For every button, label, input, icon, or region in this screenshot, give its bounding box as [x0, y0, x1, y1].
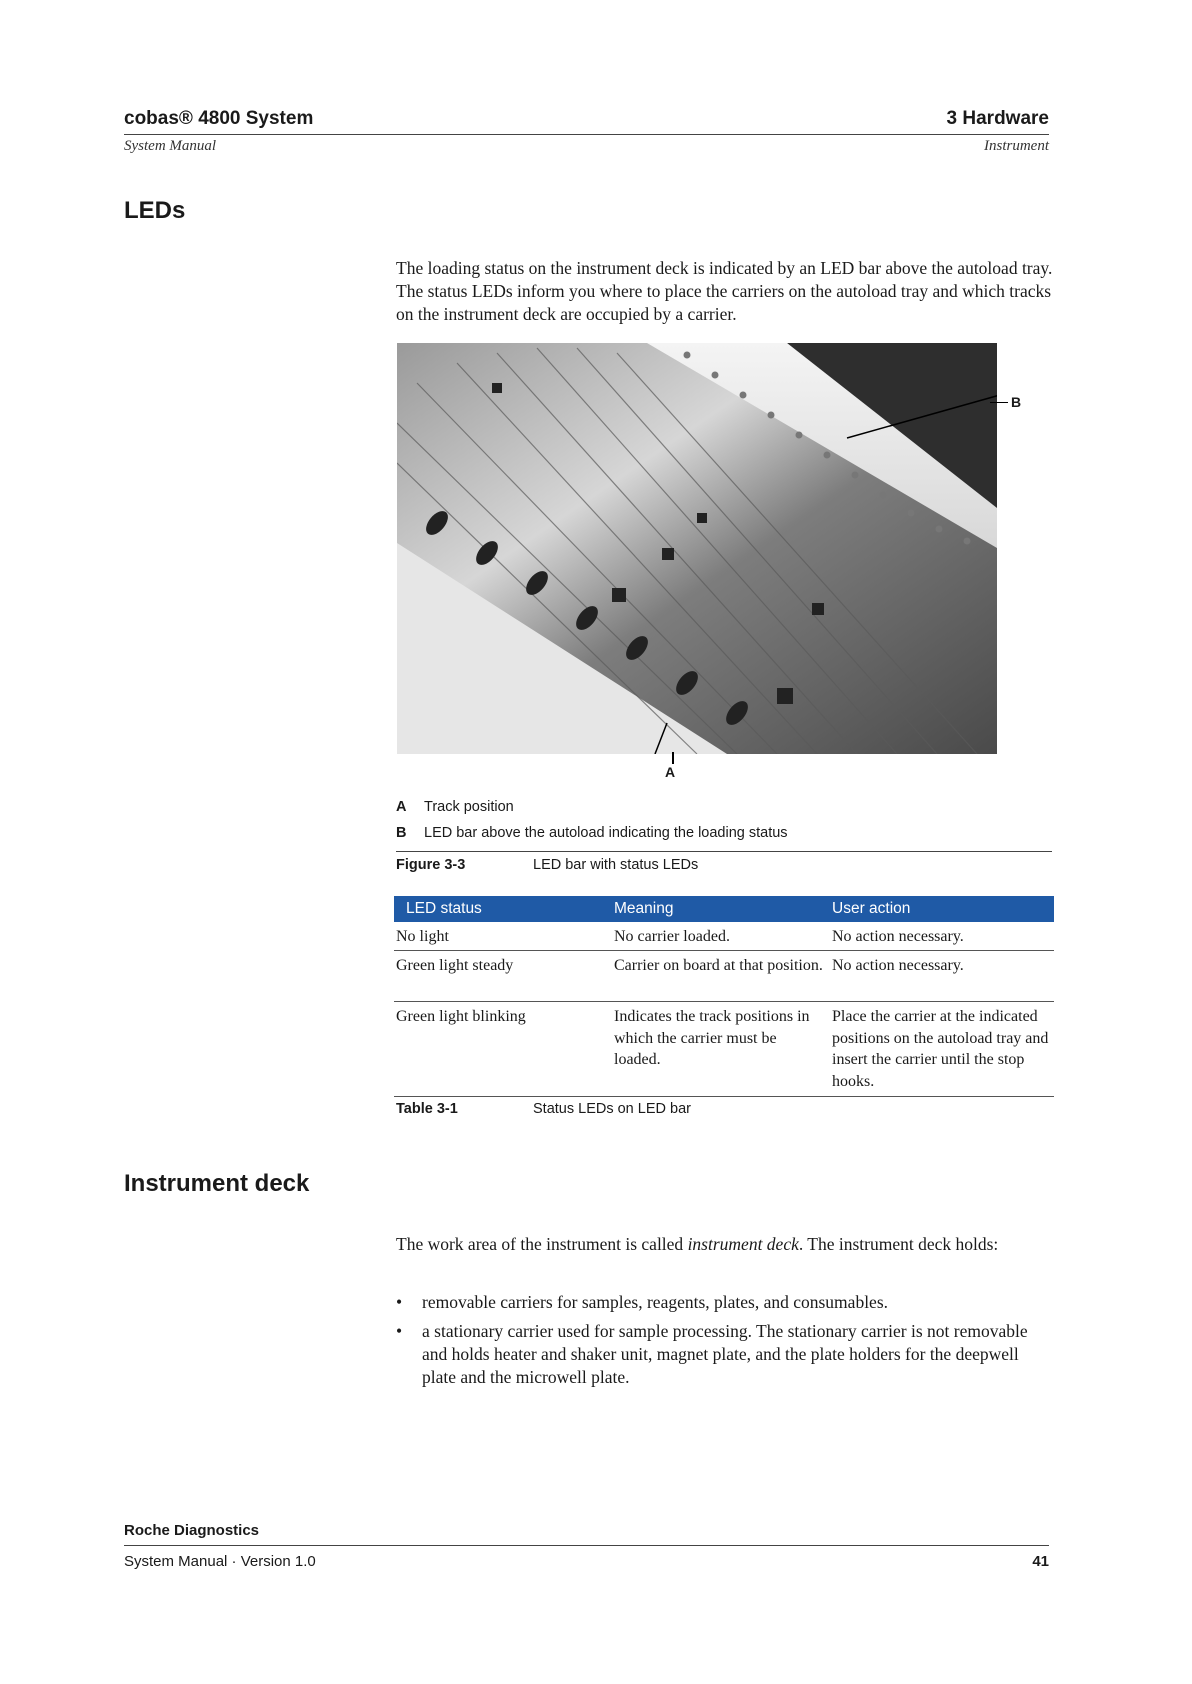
table-header-user-action: User action: [832, 900, 911, 917]
figure-caption-text: LED bar with status LEDs: [533, 857, 699, 873]
table-header-meaning: Meaning: [614, 900, 674, 917]
footer-rule: [124, 1545, 1049, 1546]
led-bar-illustration: [397, 343, 997, 754]
header-manual: System Manual: [124, 138, 217, 154]
legend-key: B: [396, 825, 407, 841]
legend-text: Track position: [424, 799, 514, 815]
table-row: [394, 922, 1054, 951]
table-cell: Carrier on board at that position.: [614, 957, 823, 974]
header-rule: [124, 134, 1049, 135]
figure-legend-a: [396, 799, 514, 815]
table-caption-text: Status LEDs on LED bar: [533, 1101, 691, 1117]
list-item: • a stationary carrier used for sample processing. The stationary carrier is not removable and holds heater and shaker unit, magnet plate, and the plate holders for the deepwell plate and the microwell plate.: [396, 1320, 1056, 1389]
table-caption-number: Table 3-1: [396, 1101, 458, 1117]
table-cell: Place the carrier at the indicated positions on the autoload tray and insert the carrier until the stop hooks.: [832, 1008, 1049, 1090]
table-cell: No light: [396, 928, 449, 945]
callout-a-label: A: [665, 764, 676, 780]
leds-intro-paragraph: The loading status on the instrument deck is indicated by an LED bar above the autoload tray. The status LEDs inform you where to place the carriers on the autoload tray and which tracks on the instrument deck are occupied by a carrier.: [396, 258, 1053, 324]
callout-b-leader-ext: [990, 402, 1008, 403]
deck-intro-paragraph: The work area of the instrument is called instrument deck. The instrument deck holds:: [396, 1234, 999, 1254]
table-cell: No action necessary.: [832, 928, 964, 945]
callout-a-leader-ext: [672, 752, 674, 764]
table-cell: No carrier loaded.: [614, 928, 730, 945]
table-row: [394, 1002, 1054, 1097]
deck-intro-emphasis: instrument deck: [687, 1234, 799, 1254]
table-cell: Indicates the track positions in which the carrier must be loaded.: [614, 1008, 810, 1068]
led-bar-photo: [397, 343, 997, 754]
deck-bullet-list: [396, 1291, 1056, 1395]
list-item: • removable carriers for samples, reagents, plates, and consumables.: [396, 1291, 1056, 1314]
figure-caption-rule: [396, 851, 1052, 852]
footer-company: Roche Diagnostics: [124, 1522, 260, 1539]
footer-page-number: 41: [1032, 1553, 1049, 1570]
callout-b-label: B: [1011, 394, 1022, 410]
section-heading-instrument-deck: Instrument deck: [124, 1170, 310, 1197]
table-header-row: [394, 896, 1054, 922]
led-status-table: [394, 896, 1054, 1097]
header-section: Instrument: [984, 138, 1049, 154]
table-cell: Green light blinking: [396, 1008, 526, 1025]
figure-caption-number: Figure 3-3: [396, 857, 466, 873]
table-row: [394, 951, 1054, 1002]
table-cell: Green light steady: [396, 957, 514, 974]
legend-text: LED bar above the autoload indicating the loading status: [424, 825, 788, 841]
table-header-led-status: LED status: [406, 900, 482, 917]
figure-legend-b: [396, 825, 788, 841]
header-product: cobas® 4800 System: [124, 108, 314, 129]
header-chapter: 3 Hardware: [946, 108, 1049, 129]
section-heading-leds: LEDs: [124, 197, 186, 224]
table-cell: No action necessary.: [832, 957, 964, 974]
legend-key: A: [396, 799, 407, 815]
footer-version: System Manual · Version 1.0: [124, 1553, 316, 1570]
